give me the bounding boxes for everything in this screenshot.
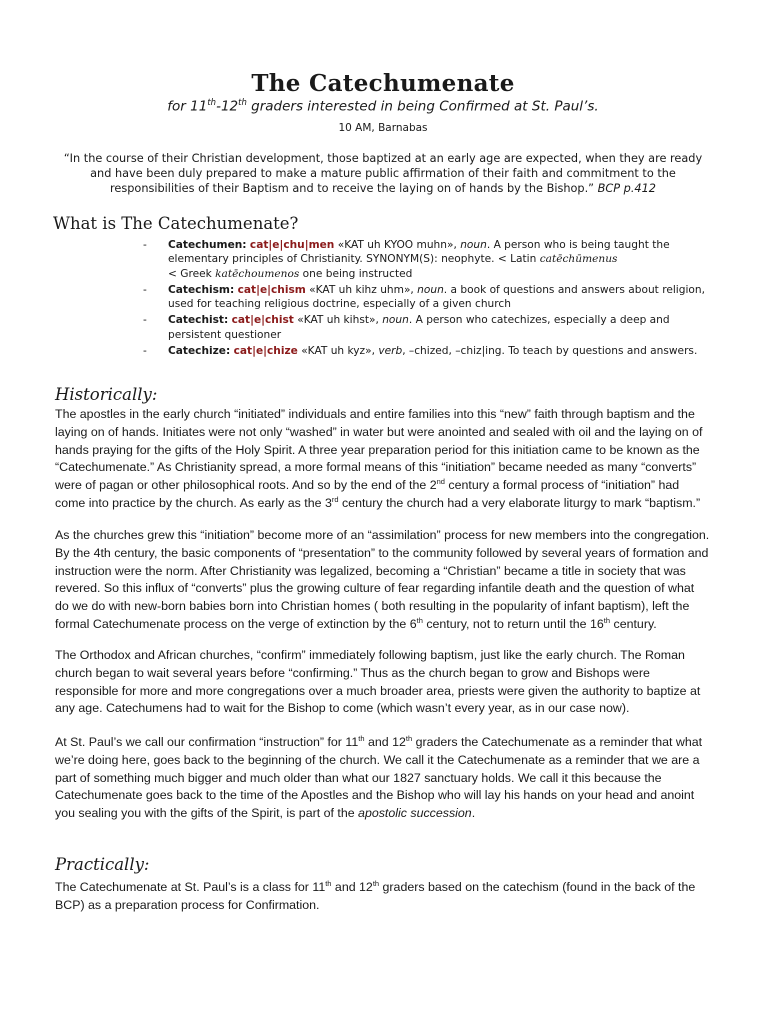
- subtitle-part: -12: [216, 98, 239, 115]
- definition-item: [55, 313, 711, 342]
- history-paragraph-3: The Orthodox and African churches, “confirm” immediately following baptism, just like the early church. The Roman church began to wait several years before “confirming.” Thus as the church began to grow and Bishops were responsible for more and more congregations over a much broader area, priests were given the authority to baptize at any age. Catechumens had to wait for the Bishop to come (which wasn’t every year, as in our case now).: [55, 648, 701, 716]
- subtitle-part: for 11: [167, 98, 208, 115]
- paragraph-text: graders the Catechumenate as a reminder that what we’re doing here, goes back to the beginning of the church. We call it the Catechumenate as a reminder that we are a part of something much bigger and much older than what our 1827 sanctuary holds. We call it this because the Catechumenate goes back to the time of the Apostles and the Bishop who will lay his hands on your head and anoint you sealing you with the gifts of the Spirit, is part of the: [55, 735, 703, 821]
- practically-heading: Practically:: [55, 855, 150, 874]
- ordinal-sup: th: [325, 878, 332, 888]
- ordinal-sup: th: [358, 733, 365, 743]
- paragraph-text: century, not to return until the 16: [422, 616, 604, 631]
- paragraph-text: graders based on the catechism (found in the back of the BCP) as a preparation process for Confirmation.: [55, 880, 696, 912]
- paragraph-text: As the churches grew this “initiation” become more of an “assimilation” process for new members into the congregation. By the 4th century, the basic components of “presentation” to the community followed by several years of formation and instruction were the norm. After Christianity was legalized, becoming a “Christian” became a title in society that was revered. So this influx of “converts” plus the growing culture of fear regarding infantile death and the question of what do we do with new-born babies born into Christian homes ( both resulting in the popularity of infant baptism), left the formal Catechumenate process on the verge of extinction by the 6: [55, 528, 710, 631]
- pronunciation: «KAT uh kihst»,: [293, 314, 383, 327]
- paragraph-text: century the church had a very elaborate liturgy to mark “baptism.”: [338, 495, 701, 510]
- definition-text: < Greek: [168, 267, 216, 280]
- part-of-speech: noun: [460, 239, 487, 251]
- definition-text: , –chized, –chiz|ing. To teach by questions and answers.: [402, 345, 698, 358]
- quote-citation: BCP p.412: [597, 182, 656, 195]
- quote-text: “In the course of their Christian development, those baptized at an early age are expected, when they are ready and have been duly prepared to make a mature public affirmation of their faith and commitment to the responsibilities of their Baptism and to receive the laying on of hands by the Bishop.”: [63, 152, 703, 195]
- paragraph-text: century.: [610, 616, 657, 631]
- bcp-quote: [63, 151, 703, 196]
- subtitle-sup: th: [207, 98, 217, 108]
- historically-heading: Historically:: [55, 385, 158, 404]
- paragraph-text: century a formal process of “initiation” had come into practice by the church. As early as the 3: [55, 478, 680, 510]
- ordinal-sup: th: [603, 615, 611, 625]
- subtitle-part: graders interested in being Confirmed at St. Paul’s.: [246, 98, 599, 115]
- definition-text: . a book of questions and answers about religion, used for teaching religious doctrine, especially of a given church: [168, 283, 705, 311]
- definition-term: Catechize:: [168, 345, 231, 358]
- list-dash: -: [143, 345, 147, 358]
- history-paragraph-2: [55, 527, 711, 634]
- subtitle: [55, 98, 711, 115]
- ordinal-sup: th: [372, 878, 380, 888]
- subtitle-sup: th: [238, 98, 247, 108]
- part-of-speech: noun: [382, 314, 409, 327]
- latin-word: catēchūmenus: [539, 253, 618, 266]
- ordinal-sup: rd: [331, 494, 339, 504]
- what-heading: What is The Catechumenate?: [53, 214, 299, 233]
- definition-term: Catechist:: [168, 314, 229, 327]
- history-paragraph-1: [55, 406, 711, 513]
- paragraph-text: The Catechumenate at St. Paul’s is a class for 11: [55, 880, 326, 894]
- definition-item: [55, 344, 711, 358]
- pronunciation: «KAT uh kyz»,: [297, 345, 379, 358]
- paragraph-text: and 12: [364, 735, 406, 749]
- page-title: The Catechumenate: [251, 70, 515, 97]
- greek-word: katēchoumenos: [215, 267, 300, 280]
- pronunciation: «KAT uh kihz uhm»,: [305, 283, 418, 296]
- syllabification: cat|e|chu|men: [249, 239, 335, 251]
- definition-text: . A person who catechizes, especially a deep and persistent questioner: [168, 314, 670, 341]
- definitions-list: [55, 238, 711, 360]
- ordinal-sup: nd: [436, 477, 445, 487]
- definition-term: Catechumen:: [168, 239, 247, 251]
- list-dash: -: [143, 314, 147, 327]
- paragraph-text: and 12: [331, 880, 373, 894]
- definition-item: [55, 238, 711, 281]
- part-of-speech: noun: [417, 283, 444, 296]
- pronunciation: «KAT uh KYOO muhn»,: [334, 239, 461, 251]
- ordinal-sup: th: [416, 615, 423, 625]
- definition-text: one being instructed: [299, 267, 413, 280]
- emphasized-text: apostolic succession: [358, 806, 472, 821]
- syllabification: cat|e|chism: [237, 283, 306, 296]
- paragraph-text: At St. Paul’s we call our confirmation “instruction” for 11: [55, 735, 359, 749]
- practical-paragraph-1: [55, 879, 711, 915]
- definition-term: Catechism:: [168, 283, 235, 296]
- syllabification: cat|e|chist: [231, 314, 294, 327]
- list-dash: -: [143, 239, 147, 251]
- paragraph-text: The apostles in the early church “initiated” individuals and entire families into this “new” faith through baptism and the laying on of hands. Initiates were not only “washed” in water but were anointed and sealed with oil and the laying on of hands praying for the gifts of the Holy Spirit. A three year preparation period for this initiation came to be known as the “Catechumenate.” As Christianity spread, a more formal means of this “initiation” became needed as many “converts” were of pagan or other philosophical roots. And so by the end of the 2: [55, 407, 703, 493]
- part-of-speech: verb: [378, 345, 403, 358]
- ordinal-sup: th: [405, 733, 413, 743]
- list-dash: -: [143, 283, 147, 296]
- definition-item: [55, 283, 711, 312]
- history-paragraph-4: [55, 734, 711, 823]
- meeting-time: 10 AM, Barnabas: [338, 122, 428, 134]
- syllabification: cat|e|chize: [233, 345, 298, 358]
- definition-text: . A person who is being taught the elementary principles of Christianity. SYNONYM(S): neophyte. < Latin: [168, 239, 670, 266]
- paragraph-text: .: [471, 806, 476, 821]
